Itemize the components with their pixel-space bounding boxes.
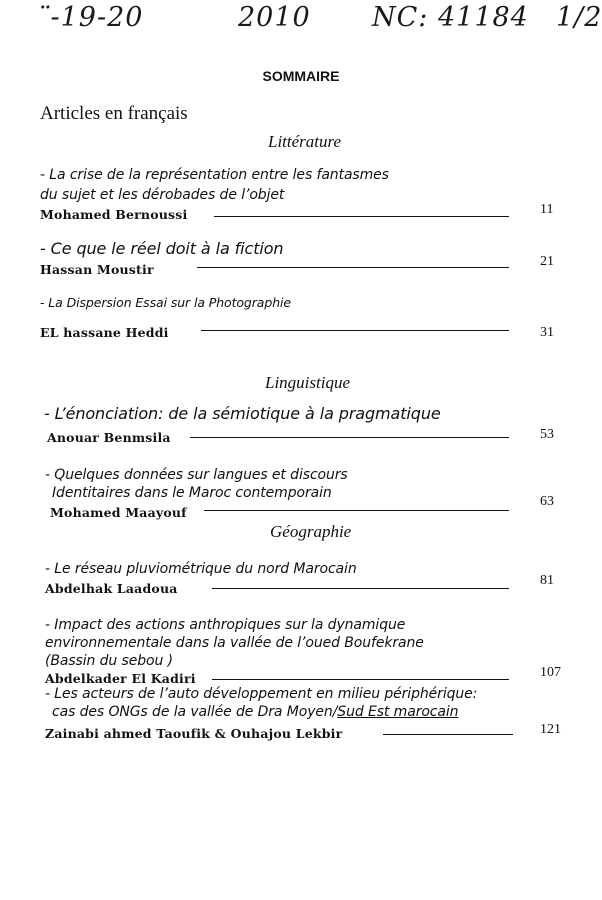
article-author: Anouar Benmsila	[47, 430, 171, 445]
article-author: Mohamed Maayouf	[50, 505, 187, 520]
leader-line	[214, 216, 509, 217]
page-title: SOMMAIRE	[262, 68, 340, 84]
leader-line	[197, 267, 509, 268]
leader-line	[190, 437, 509, 438]
page-number: 63	[540, 494, 554, 509]
article-author: EL hassane Heddi	[40, 325, 169, 340]
article-title-segment: cas des ONGs de la vallée de Dra Moyen/	[52, 704, 338, 720]
article-title-line: - La crise de la représentation entre les fantasmes	[40, 167, 389, 183]
article-author: Abdelhak Laadoua	[45, 581, 178, 596]
page-number: 21	[540, 254, 554, 269]
leader-line	[204, 510, 509, 511]
page-number: 81	[540, 573, 554, 588]
handwritten-code: ¨-19-20	[36, 2, 144, 33]
article-title-line: - Impact des actions anthropiques sur la dynamique	[45, 617, 406, 633]
article-title-line: du sujet et les dérobades de l’objet	[40, 187, 285, 203]
article-title-line	[52, 704, 458, 720]
leader-line	[383, 734, 513, 735]
article-title-line: - Les acteurs de l’auto développement en milieu périphérique:	[45, 686, 478, 702]
article-title-line: - Ce que le réel doit à la fiction	[40, 239, 284, 258]
leader-line	[212, 588, 509, 589]
handwritten-reference: NC: 41184	[372, 2, 529, 33]
article-title-line: environnementale dans la vallée de l’oued Boufekrane	[45, 635, 424, 651]
article-title-line: - Le réseau pluviométrique du nord Marocain	[45, 561, 357, 577]
page-number: 53	[540, 427, 554, 442]
article-title-line: - L’énonciation: de la sémiotique à la pragmatique	[44, 404, 441, 423]
handwritten-year: 2010	[238, 2, 311, 33]
category-geographie: Géographie	[270, 522, 352, 541]
article-title-line: - La Dispersion Essai sur la Photographie	[40, 295, 291, 310]
article-author: Abdelkader El Kadiri	[45, 671, 196, 686]
article-title-line: - Quelques données sur langues et discours	[45, 467, 348, 483]
page-number: 31	[540, 325, 554, 340]
page-number: 11	[540, 202, 554, 217]
handwritten-part: 1/2	[556, 2, 602, 33]
leader-line	[212, 679, 509, 680]
page-number: 107	[540, 665, 561, 680]
category-litterature: Littérature	[268, 132, 342, 151]
article-author: Hassan Moustir	[40, 262, 154, 277]
article-author: Zainabi ahmed Taoufik & Ouhajou Lekbir	[45, 726, 343, 741]
article-title-line: Identitaires dans le Maroc contemporain	[52, 485, 332, 501]
category-linguistique: Linguistique	[265, 373, 351, 392]
leader-line	[201, 330, 509, 331]
article-title-line: (Bassin du sebou )	[45, 653, 174, 669]
page-number: 121	[540, 722, 561, 737]
article-title-underlined: Sud Est marocain	[337, 704, 459, 720]
article-author: Mohamed Bernoussi	[40, 207, 188, 222]
section-heading: Articles en français	[40, 103, 188, 124]
